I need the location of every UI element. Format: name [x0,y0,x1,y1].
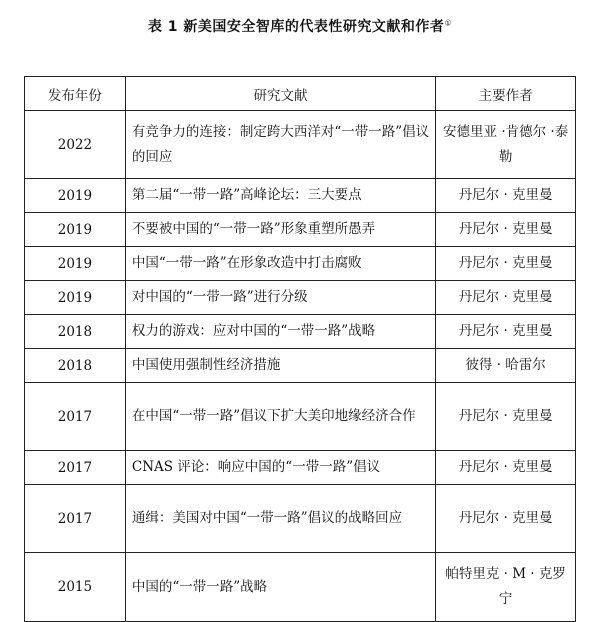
cell-title: CNAS 评论：响应中国的“一带一路”倡议 [125,451,435,485]
table-row [25,111,576,179]
table-row [25,485,576,553]
header-author: 主要作者 [436,77,576,111]
cell-year: 2019 [25,213,126,247]
cell-title: 中国的“一带一路”战略 [125,553,435,622]
cell-author: 丹尼尔 · 克里曼 [436,281,576,315]
table-header-row [25,77,576,111]
cell-title: 通缉：美国对中国“一带一路”倡议的战略回应 [125,485,435,553]
table-row [25,349,576,383]
cell-title: 在中国“一带一路”倡议下扩大美印地缘经济合作 [125,383,435,451]
literature-table [24,76,576,622]
table-title: 新美国安全智库的代表性研究文献和作者 [183,19,445,35]
cell-author: 丹尼尔 · 克里曼 [436,485,576,553]
table-caption [0,16,600,36]
cell-year: 2018 [25,315,126,349]
cell-title: 中国“一带一路”在形象改造中打击腐败 [125,247,435,281]
cell-year: 2017 [25,451,126,485]
cell-title: 有竞争力的连接：制定跨大西洋对“一带一路”倡议的回应 [125,111,435,179]
cell-author: 安德里亚 ·肯德尔 ·泰勒 [436,111,576,179]
table-row [25,213,576,247]
cell-author: 帕特里克 · M · 克罗宁 [436,553,576,622]
table-row [25,383,576,451]
cell-author: 丹尼尔 · 克里曼 [436,315,576,349]
table-row [25,315,576,349]
footnote-mark: ① [444,18,453,28]
cell-year: 2022 [25,111,126,179]
table-row [25,247,576,281]
cell-title: 第二届“一带一路”高峰论坛：三大要点 [125,179,435,213]
cell-title: 中国使用强制性经济措施 [125,349,435,383]
cell-year: 2019 [25,179,126,213]
cell-author: 丹尼尔 · 克里曼 [436,213,576,247]
cell-year: 2017 [25,485,126,553]
header-title: 研究文献 [125,77,435,111]
cell-author: 丹尼尔 · 克里曼 [436,451,576,485]
cell-year: 2015 [25,553,126,622]
cell-title: 权力的游戏：应对中国的“一带一路”战略 [125,315,435,349]
table-row [25,553,576,622]
cell-year: 2017 [25,383,126,451]
cell-year: 2018 [25,349,126,383]
cell-author: 丹尼尔 · 克里曼 [436,179,576,213]
cell-author: 彼得 · 哈雷尔 [436,349,576,383]
cell-year: 2019 [25,281,126,315]
cell-year: 2019 [25,247,126,281]
table-row [25,179,576,213]
table-number: 表 1 [147,19,179,35]
cell-title: 不要被中国的“一带一路”形象重塑所愚弄 [125,213,435,247]
cell-title: 对中国的“一带一路”进行分级 [125,281,435,315]
cell-author: 丹尼尔 · 克里曼 [436,383,576,451]
table-row [25,281,576,315]
table-row [25,451,576,485]
cell-author: 丹尼尔 · 克里曼 [436,247,576,281]
header-year: 发布年份 [25,77,126,111]
